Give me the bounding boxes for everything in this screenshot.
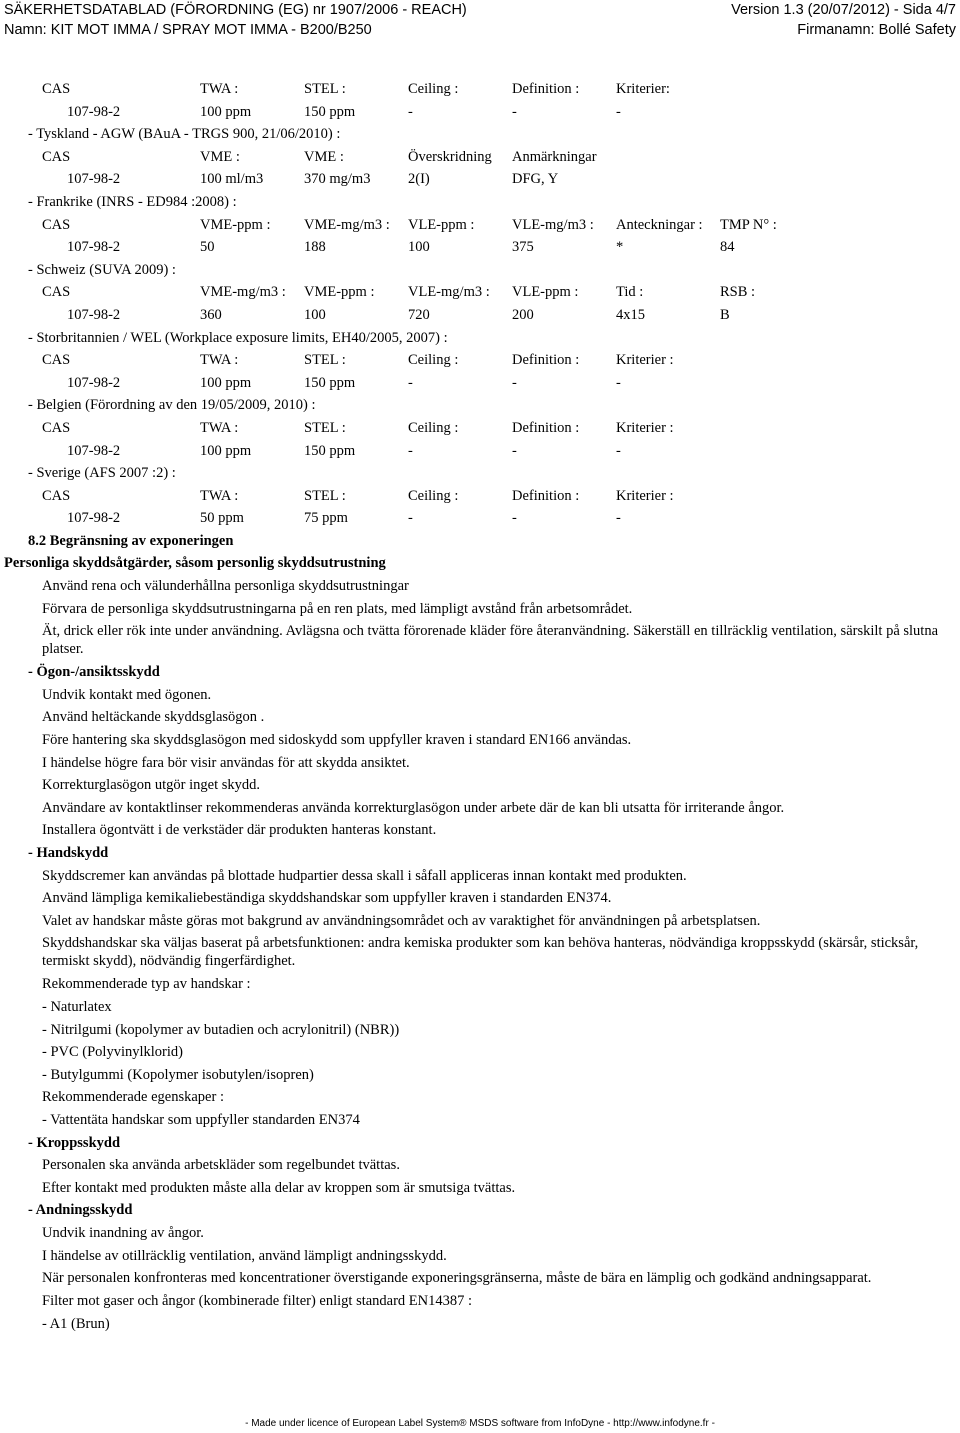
- limit-table-header-cell: VME-ppm :: [304, 284, 375, 301]
- limit-table-row: [0, 168, 960, 191]
- limit-table-row: [0, 101, 960, 124]
- limit-table-row-cell: -: [512, 103, 517, 120]
- limit-table-header-cell: CAS: [42, 419, 71, 436]
- limit-table-header-cell: VLE-mg/m3 :: [512, 216, 594, 233]
- limit-table-row-cell: 200: [512, 306, 534, 323]
- limit-table-row-cell: -: [512, 510, 517, 527]
- body-protection-title: - Kroppsskydd: [28, 1134, 121, 1151]
- paragraph: Skyddscremer kan användas på blottade hudpartier dessa skall i såfall appliceras innan kontakt med produkten.: [42, 867, 687, 884]
- personal-protection-title: Personliga skyddsåtgärder, såsom personlig skyddsutrustning: [4, 555, 386, 572]
- limit-table-row-cell: 150 ppm: [304, 374, 356, 391]
- limit-table-row: [0, 507, 960, 530]
- limit-table-header-cell: Tid :: [616, 284, 644, 301]
- limit-table-row-cell: -: [616, 103, 621, 120]
- limit-table-row-cell: 100 ppm: [200, 374, 252, 391]
- limit-table-header-cell: Ceiling :: [408, 352, 459, 369]
- country-title-uk: - Storbritannien / WEL (Workplace exposure limits, EH40/2005, 2007) :: [28, 329, 448, 346]
- paragraph: Använd rena och välunderhållna personliga skyddsutrustningar: [42, 578, 409, 595]
- paragraph: Undvik inandning av ångor.: [42, 1224, 204, 1241]
- limit-table-header-cell: Definition :: [512, 419, 580, 436]
- limit-table-header-cell: VLE-ppm :: [512, 284, 579, 301]
- limit-table-row-cell: *: [616, 239, 624, 256]
- limit-table-row-cell: -: [408, 103, 413, 120]
- limit-table-row-cell: 720: [408, 306, 430, 323]
- limit-table-row-cell: B: [720, 306, 730, 323]
- footer-credit: - Made under licence of European Label System® MSDS software from InfoDyne - http://www.infodyne.fr -: [245, 1418, 715, 1429]
- limit-table-row-cell: 100: [408, 239, 430, 256]
- limit-table-row-cell: 100 ppm: [200, 103, 252, 120]
- paragraph: Skyddshandskar ska väljas baserat på arbetsfunktionen: andra kemiska produkter som kan behöva hanteras, nödvändiga kroppsskydd (skärsår, sticksår, termiskt skydd), nödvändig fingerfärdighet.: [42, 935, 919, 970]
- paragraph: Korrekturglasögon utgör inget skydd.: [42, 777, 261, 794]
- limit-table-header-cell: STEL :: [304, 81, 346, 97]
- limit-table-row-cell: 150 ppm: [304, 103, 356, 120]
- limit-table-row-cell: 100: [304, 306, 326, 323]
- hand-protection-title: - Handskydd: [28, 845, 109, 861]
- limit-table-header: [0, 281, 960, 304]
- paragraph: Använd heltäckande skyddsglasögon .: [42, 709, 265, 726]
- limit-table-header-cell: VME :: [200, 148, 240, 165]
- limit-table-header-cell: VME-ppm :: [200, 216, 271, 233]
- limit-table-header-cell: VME-mg/m3 :: [304, 216, 390, 233]
- limit-table-header-cell: Definition :: [512, 487, 580, 504]
- limit-table-row-cell: 107-98-2: [67, 103, 121, 120]
- paragraph: - A1 (Brun): [42, 1315, 110, 1332]
- limit-table-row-cell: 107-98-2: [67, 306, 121, 323]
- version-page: Version 1.3 (20/07/2012) - Sida 4/7: [731, 2, 956, 18]
- paragraph: När personalen konfronteras med koncentrationer överstigande exponeringsgränserna, måste de bära en lämplig och godkänd andningsapparat.: [42, 1270, 872, 1287]
- paragraph: Ät, drick eller rök inte under användning. Avlägsna och tvätta förorenade kläder före återanvändning. Säkerställ en tillräcklig ventilation, särskilt på slutna platser.: [42, 623, 939, 658]
- paragraph: Efter kontakt med produkten måste alla delar av kroppen som är smutsiga tvättas.: [42, 1179, 516, 1196]
- limit-table-header-cell: CAS: [42, 487, 71, 504]
- limit-table-header-cell: TWA :: [200, 81, 239, 97]
- limit-table-header-cell: RSB :: [720, 284, 756, 301]
- limit-table-row-cell: -: [512, 442, 517, 459]
- limit-table-header-cell: Överskridning: [408, 148, 492, 165]
- country-title-belgium: - Belgien (Förordning av den 19/05/2009, 2010) :: [28, 397, 316, 414]
- limit-table-header-cell: CAS: [42, 284, 71, 301]
- limit-table-header-cell: TWA :: [200, 352, 239, 369]
- limit-table-header-cell: Anteckningar :: [616, 216, 703, 233]
- limit-table-row-cell: 2(I): [408, 171, 430, 188]
- limit-table-row-cell: 375: [512, 239, 534, 256]
- respiratory-protection-title: - Andningsskydd: [28, 1202, 133, 1219]
- limit-table-row: [0, 440, 960, 463]
- limit-table-header-cell: CAS: [42, 216, 71, 233]
- limit-table-row: [0, 304, 960, 327]
- limit-table-header-cell: Anmärkningar: [512, 148, 597, 165]
- limit-table-row-cell: 360: [200, 306, 222, 323]
- limit-table-header-cell: Kriterier :: [616, 419, 674, 436]
- limit-table-row-cell: 107-98-2: [67, 374, 121, 391]
- paragraph: - Naturlatex: [42, 998, 112, 1015]
- limit-table-header-cell: CAS: [42, 148, 71, 165]
- limit-table-header-cell: VLE-mg/m3 :: [408, 284, 490, 301]
- limit-table-header: [0, 485, 960, 508]
- paragraph: Före hantering ska skyddsglasögon med sidoskydd som uppfyller kraven i standard EN166 användas.: [42, 732, 632, 749]
- limit-table-row-cell: 100 ml/m3: [200, 171, 264, 188]
- limit-table-header-cell: Ceiling :: [408, 419, 459, 436]
- limit-table-header-cell: Kriterier :: [616, 352, 674, 369]
- limit-table-row-cell: 50: [200, 239, 215, 256]
- limit-table-row-cell: -: [616, 442, 621, 459]
- paragraph: Rekommenderade typ av handskar :: [42, 976, 251, 993]
- limit-table-row-cell: 84: [720, 239, 735, 256]
- limit-table-row-cell: 188: [304, 239, 326, 256]
- page-body: [0, 78, 960, 1335]
- paragraph: I händelse högre fara bör visir användas för att skydda ansiktet.: [42, 754, 410, 771]
- limit-table-row-cell: 150 ppm: [304, 442, 356, 459]
- limit-table-row: [0, 236, 960, 259]
- limit-table-row-cell: DFG, Y: [512, 171, 559, 188]
- limit-table-header-cell: STEL :: [304, 352, 346, 369]
- company-name: Firmanamn: Bollé Safety: [797, 22, 956, 38]
- paragraph: Använd lämpliga kemikaliebeständiga skyddshandskar som uppfyller kraven i standarden EN374.: [42, 890, 612, 907]
- limit-table-header: [0, 349, 960, 372]
- limit-table-header-cell: VLE-ppm :: [408, 216, 475, 233]
- paragraph: Personalen ska använda arbetskläder som regelbundet tvättas.: [42, 1157, 400, 1174]
- limit-table-header-cell: VME-mg/m3 :: [200, 284, 286, 301]
- paragraph: - Butylgummi (Kopolymer isobutylen/isopren): [42, 1066, 314, 1083]
- paragraph: - PVC (Polyvinylklorid): [42, 1044, 183, 1061]
- limit-table-row: [0, 372, 960, 395]
- limit-table-row-cell: 100 ppm: [200, 442, 252, 459]
- limit-table-row-cell: 107-98-2: [67, 239, 121, 256]
- limit-table-row-cell: 4x15: [616, 306, 645, 323]
- limit-table-row-cell: 75 ppm: [304, 510, 348, 527]
- limit-table-row-cell: -: [408, 442, 413, 459]
- section-8-2-title: 8.2 Begränsning av exponeringen: [28, 532, 234, 549]
- limit-table-header: [0, 146, 960, 169]
- paragraph: - Vattentäta handskar som uppfyller standarden EN374: [42, 1111, 360, 1128]
- limit-table-header-cell: TWA :: [200, 487, 239, 504]
- limit-table-header-cell: Ceiling :: [408, 81, 459, 97]
- limit-table-header-cell: VME :: [304, 148, 344, 165]
- limit-table-header-cell: Ceiling :: [408, 487, 459, 504]
- limit-table-header-cell: CAS: [42, 81, 71, 97]
- limit-table-row-cell: 50 ppm: [200, 510, 244, 527]
- product-name: Namn: KIT MOT IMMA / SPRAY MOT IMMA - B200/B250: [4, 22, 372, 38]
- paragraph: Förvara de personliga skyddsutrustningarna på en ren plats, med lämpligt avstånd från arbetsområdet.: [42, 600, 633, 617]
- eye-protection-title: - Ögon-/ansiktsskydd: [28, 664, 160, 681]
- paragraph: Valet av handskar måste göras mot bakgrund av användningsområdet och av varaktighet för användningen på arbetsplatsen.: [42, 912, 761, 929]
- paragraph: Användare av kontaktlinser rekommenderas använda korrekturglasögon under arbete där de kan bli utsatta för irriterande ångor.: [42, 799, 785, 816]
- limit-table-row-cell: 107-98-2: [67, 442, 121, 459]
- paragraph: - Nitrilgumi (kopolymer av butadien och acrylonitril) (NBR)): [42, 1021, 400, 1038]
- limit-table-header: [0, 214, 960, 237]
- limit-table-row-cell: 107-98-2: [67, 171, 121, 188]
- limit-table-header-cell: Definition :: [512, 352, 580, 369]
- limit-table-row-cell: -: [408, 510, 413, 527]
- paragraph: Installera ögontvätt i de verkstäder där produkten hanteras konstant.: [42, 822, 437, 839]
- limit-table-row-cell: -: [616, 510, 621, 527]
- country-title-sweden: - Sverige (AFS 2007 :2) :: [28, 465, 176, 482]
- limit-table-header-cell: STEL :: [304, 419, 346, 436]
- limit-table-header: [0, 78, 960, 101]
- country-title-germany: - Tyskland - AGW (BAuA - TRGS 900, 21/06/2010) :: [28, 126, 341, 143]
- limit-table-row-cell: 370 mg/m3: [304, 171, 371, 188]
- paragraph: I händelse av otillräcklig ventilation, använd lämpligt andningsskydd.: [42, 1247, 447, 1264]
- country-title-france: - Frankrike (INRS - ED984 :2008) :: [28, 193, 237, 210]
- limit-table-header-cell: Kriterier:: [616, 81, 670, 97]
- document-title: SÄKERHETSDATABLAD (FÖRORDNING (EG) nr 1907/2006 - REACH): [4, 2, 467, 18]
- paragraph: Rekommenderade egenskaper :: [42, 1089, 224, 1106]
- paragraph: Undvik kontakt med ögonen.: [42, 686, 212, 703]
- limit-table-header-cell: Kriterier :: [616, 487, 674, 504]
- paragraph: Filter mot gaser och ångor (kombinerade filter) enligt standard EN14387 :: [42, 1293, 473, 1310]
- limit-table-header-cell: TWA :: [200, 419, 239, 436]
- limit-table-row-cell: -: [512, 374, 517, 391]
- limit-table-row-cell: 107-98-2: [67, 510, 121, 527]
- limit-table-header-cell: TMP N° :: [720, 216, 777, 233]
- limit-table-row-cell: -: [616, 374, 621, 391]
- page-header: [0, 0, 960, 40]
- limit-table-header: [0, 417, 960, 440]
- limit-table-header-cell: STEL :: [304, 487, 346, 504]
- limit-table-header-cell: CAS: [42, 352, 71, 369]
- limit-table-row-cell: -: [408, 374, 413, 391]
- limit-table-header-cell: Definition :: [512, 81, 580, 97]
- country-title-switzerland: - Schweiz (SUVA 2009) :: [28, 261, 176, 278]
